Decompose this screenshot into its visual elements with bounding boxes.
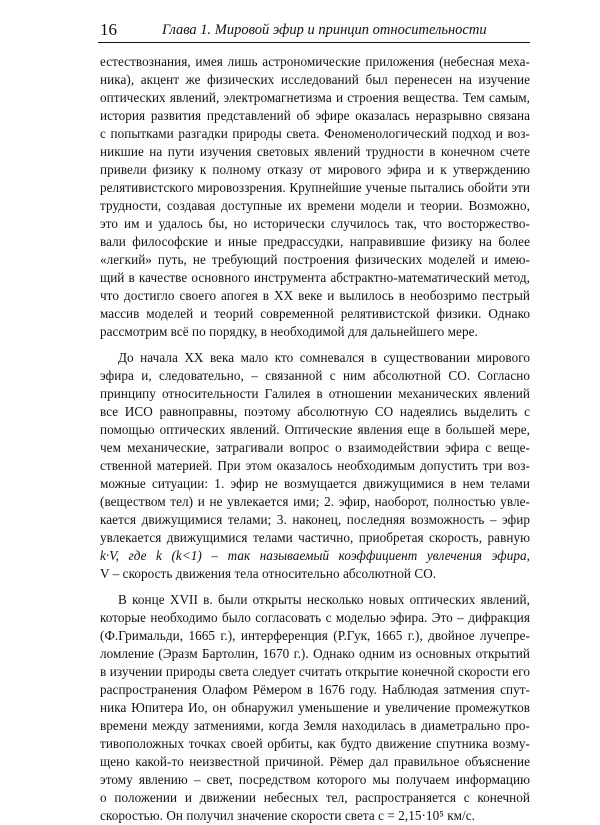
- body-text: [100, 53, 530, 825]
- text-line: привели физику к полному отказу от мирового эфира и к утверждению: [100, 162, 530, 177]
- text-line: естествознания, имея лишь астрономические приложения (небесная меха-: [100, 54, 530, 69]
- paragraph-1: [100, 53, 530, 341]
- text-line: увлекается движущимися телами частично, приобретая скорость, равную: [100, 530, 530, 545]
- paragraph-gap: [100, 341, 530, 349]
- text-line: В конце XVII в. были открыты несколько новых оптических явлений,: [118, 592, 530, 607]
- text-line: щено какой-то неизвестной причиной. Рёмер дал правильное объяснение: [100, 754, 530, 769]
- text-line: эфира и, следовательно, – связанной с ним абсолютной СО. Согласно: [100, 368, 530, 383]
- text-line: (Ф.Гримальди, 1665 г.), интерференция (Р.Гук, 1665 г.), двойное лучепре-: [100, 628, 530, 643]
- text-line: о положении и движении небесных тел, распространяется с конечной: [100, 790, 530, 805]
- text-line: кается движущимися телами; 3. наконец, последняя возможность – эфир: [100, 512, 530, 527]
- paragraph-gap: [100, 583, 530, 591]
- text-line: в изучении природы света следует считать открытие конечной скорости его: [100, 664, 530, 679]
- text-line: что достигло своего апогея в XX веке и вылилось в необозримо пестрый: [100, 288, 530, 303]
- text-line: вали философские и иные предрассудки, направившие физику на более: [100, 234, 530, 249]
- text-line: чем механические, затрагивали вопрос о взаимодействии эфира с веще-: [100, 440, 530, 455]
- text-line: «легкий» путь, не требующий построения физических моделей и имею-: [100, 252, 530, 267]
- paragraph-3: [100, 591, 530, 825]
- text-line: можные ситуации: 1. эфир не возмущается движущимися в нем телами: [100, 476, 530, 491]
- text-line: с попытками разгадки природы света. Феноменологический подход и воз-: [100, 126, 530, 141]
- text-line: трудности, создавая доступные их времени модели и теории. Возможно,: [100, 198, 530, 213]
- text-line: это им и удалось бы, но исторически случилось так, что восторжество-: [100, 216, 530, 231]
- text-line: рассмотрим всё по порядку, в необходимой для дальнейшего мере.: [100, 324, 478, 339]
- text-line: (веществом тел) и не увлекается ими; 2. эфир, наоборот, полностью увле-: [100, 494, 530, 509]
- text-line: времени между затмениями, когда Земля находилась в диаметрально про-: [100, 718, 530, 733]
- text-line: история развития представлений об эфире оказалась неразрывно связана: [100, 108, 530, 123]
- text-line: помощью оптических явлений. Оптические явления еще в большей мере,: [100, 422, 530, 437]
- text-line: скоростью. Он получил значение скорости света c = 2,15·10⁵ км/с.: [100, 808, 476, 823]
- text-line: принципу относительности Галилея в отношении механических явлений: [100, 386, 530, 401]
- text-line: ственной материей. При этом оказалось необходимым допустить три воз-: [100, 458, 530, 473]
- text-line: массив моделей и теорий современной релятивистской физики. Однако: [100, 306, 530, 321]
- text-line: ломление (Эразм Бартолин, 1670 г.). Однако одним из основных открытий: [100, 646, 530, 661]
- text-line: тивоположных точках своей орбиты, как будто движение спутника возму-: [100, 736, 530, 751]
- text-line: щий в качестве основного инструмента абстрактно-математический метод,: [100, 270, 530, 285]
- text-line: оптических явлений, электромагнетизма и строения вещества. Тем самым,: [100, 90, 530, 105]
- text-line: этому явлению – свет, посредством которого мы получаем информацию: [100, 772, 530, 787]
- text-line: которые необходимо было согласовать с моделью эфира. Это – дифракция: [100, 610, 530, 625]
- text-line: релятивистского мировоззрения. Крупнейшие ученые пытались обойти эти: [100, 180, 530, 195]
- text-line: ника Юпитера Ио, он обнаружил уменьшение и увеличение промежутков: [100, 700, 530, 715]
- page-number: 16: [100, 20, 117, 39]
- paragraph-2: [100, 349, 530, 583]
- text-line: До начала XX века мало кто сомневался в существовании мирового: [118, 350, 530, 365]
- page-header: [98, 18, 530, 43]
- text-line: все ИСО равноправны, поэтому абсолютную СО надеялись выделить с: [100, 404, 530, 419]
- text-line-formula: k·V, где k (k<1) – так называемый коэффициент увлечения эфира,: [100, 548, 530, 563]
- text-line: ника), акцент же физических исследований был перенесен на изучение: [100, 72, 530, 87]
- running-title: Глава 1. Мировой эфир и принцип относительности: [162, 22, 487, 38]
- text-line: никшие на пути изучения световых явлений трудности в конечном счете: [100, 144, 530, 159]
- text-line: распространения Олафом Рёмером в 1676 году. Наблюдая затмения спут-: [100, 682, 530, 697]
- text-line: V – скорость движения тела относительно абсолютной СО.: [100, 566, 437, 581]
